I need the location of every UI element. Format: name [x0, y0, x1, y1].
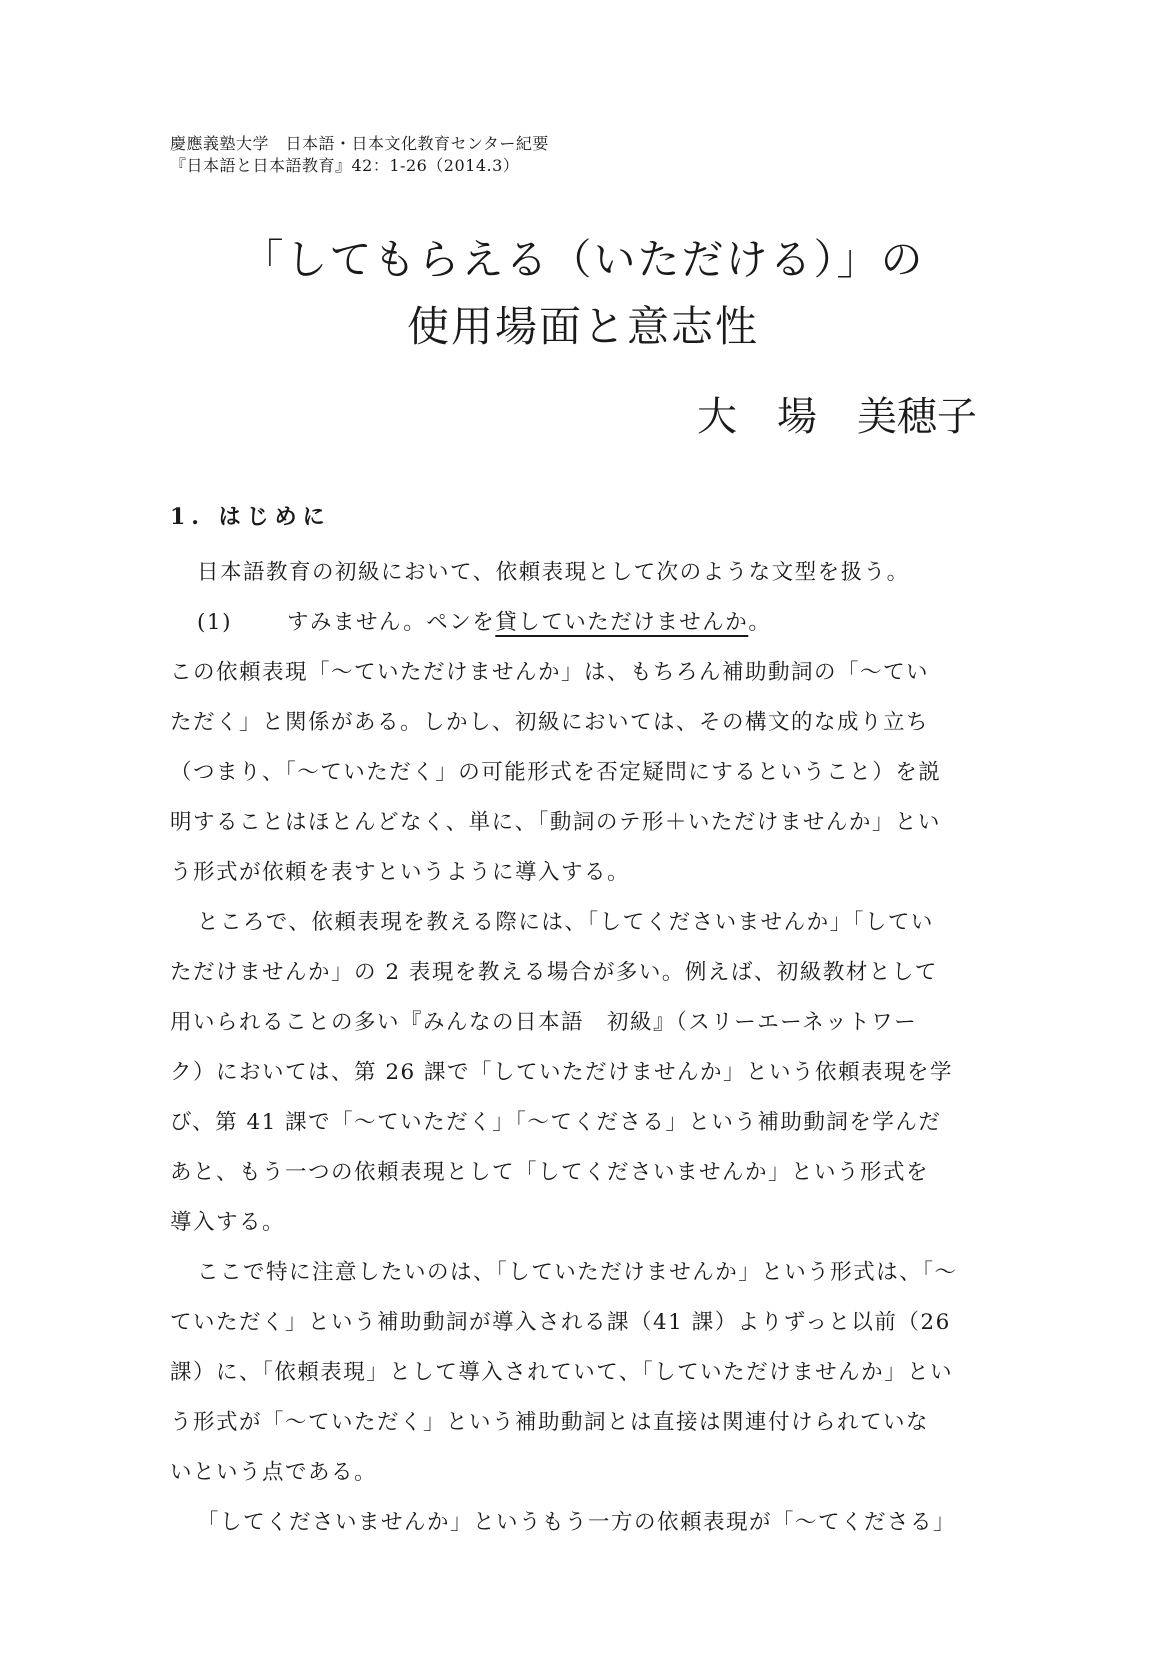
example-text-before: すみません。ペンを	[287, 610, 496, 635]
paragraph-2-line: う形式が依頼を表すというように導入する。	[170, 860, 631, 885]
paragraph-3-line: ク）においては、第 26 課で「していただけませんか」という依頼表現を学	[170, 1060, 954, 1085]
example-sentence	[170, 598, 996, 648]
paragraph-2-line: ただく」と関係がある。しかし、初級においては、その構文的な成り立ち	[170, 710, 930, 735]
paragraph-4-line: う形式が「～ていただく」という補助動詞とは直接は関連付けられていな	[170, 1410, 930, 1435]
paragraph-3-line: あと、もう一つの依頼表現として「してくださいませんか」という形式を	[170, 1160, 930, 1185]
paragraph-5-line: 「してくださいませんか」というもう一方の依頼表現が「～てくださる」	[197, 1510, 957, 1535]
author-name: 大 場 美穂子	[697, 394, 977, 440]
example-number: (1)	[197, 610, 232, 635]
paragraph-3-line: 導入する。	[170, 1210, 286, 1235]
body-text	[170, 548, 996, 1548]
paragraph-3-line: ただけませんか」の 2 表現を教える場合が多い。例えば、初級教材として	[170, 960, 938, 985]
example-underlined-text: 貸していただけませんか	[495, 610, 749, 635]
paragraph-4-line: ていただく」という補助動詞が導入される課（41 課）よりずっと以前（26	[170, 1310, 951, 1335]
journal-header-line-1: 慶應義塾大学 日本語・日本文化教育センター紀要	[170, 134, 549, 153]
paragraph-2-line: 明することはほとんどなく、単に、「動詞のテ形＋いただけませんか」とい	[170, 810, 941, 835]
paragraph-2-line: （つまり、「～ていただく」の可能形式を否定疑問にするということ）を説	[170, 760, 942, 785]
paragraph-2-line: この依頼表現「～ていただけませんか」は、もちろん補助動詞の「～てい	[170, 660, 930, 685]
journal-header	[170, 133, 549, 177]
paragraph-4-line: ここで特に注意したいのは、「していただけませんか」という形式は、「～	[197, 1260, 958, 1285]
paper-title-line-2: 使用場面と意志性	[406, 302, 759, 351]
paragraph-4-line: 課）に、「依頼表現」として導入されていて、「していただけませんか」とい	[170, 1360, 954, 1385]
paragraph-4-line: いという点である。	[170, 1460, 378, 1485]
paragraph-1: 日本語教育の初級において、依頼表現として次のような文型を扱う。	[197, 560, 910, 585]
section-heading: 1. はじめに	[170, 504, 331, 530]
paragraph-3-line: ところで、依頼表現を教える際には、「してくださいませんか」「してい	[197, 910, 934, 935]
example-text-after: 。	[748, 610, 772, 635]
journal-header-line-2: 『日本語と日本語教育』42：1-26（2014.3）	[170, 156, 520, 175]
paragraph-3-line: び、第 41 課で「～ていただく」「～てくださる」という補助動詞を学んだ	[170, 1110, 942, 1135]
paragraph-3-line: 用いられることの多い『みんなの日本語 初級』（スリーエーネットワー	[170, 1010, 918, 1035]
paper-title-line-1: 「してもらえる（いただける）」の	[241, 235, 925, 284]
